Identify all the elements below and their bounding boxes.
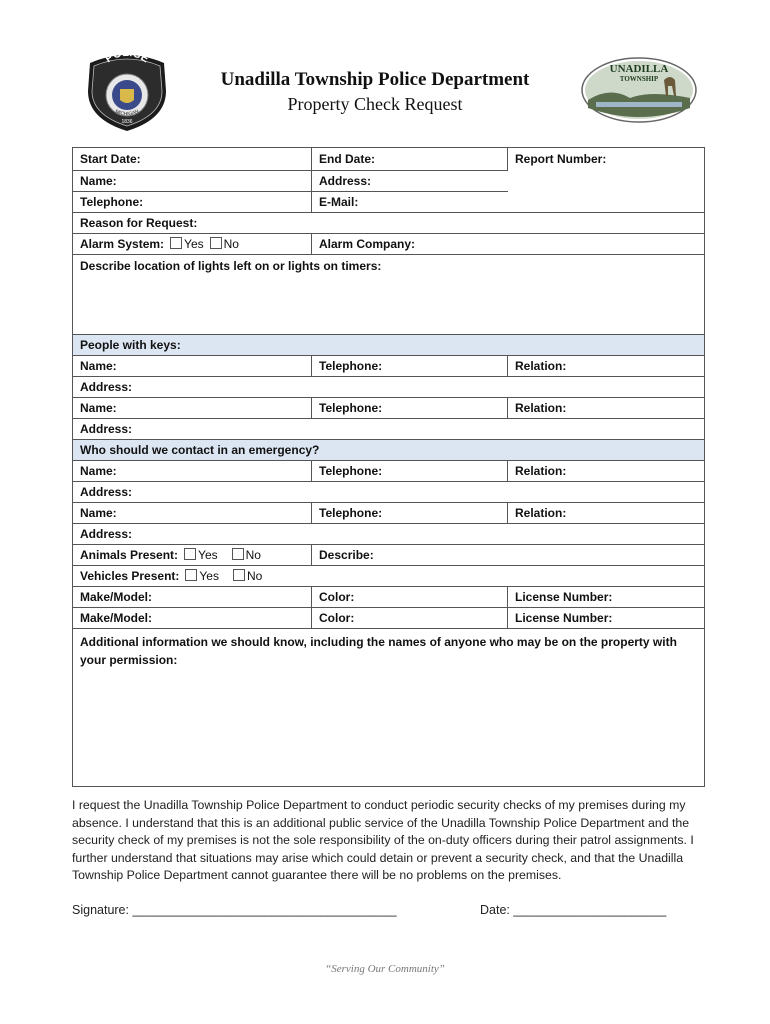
police-badge-logo bbox=[84, 45, 170, 133]
signature-line[interactable]: Signature: ______________________________________ bbox=[72, 903, 397, 917]
vehicle-2-color[interactable]: Color: bbox=[312, 608, 508, 629]
vehicle-1-make-model[interactable]: Make/Model: bbox=[73, 587, 312, 608]
alarm-system-label: Alarm System: bbox=[80, 237, 165, 251]
address-field-cont[interactable] bbox=[508, 171, 705, 192]
report-number-field[interactable]: Report Number: bbox=[508, 148, 705, 171]
vehicles-no-checkbox[interactable] bbox=[233, 569, 245, 581]
page-header bbox=[0, 0, 770, 140]
alarm-company-field[interactable]: Alarm Company: bbox=[312, 234, 705, 255]
svg-text:1836: 1836 bbox=[121, 119, 133, 125]
key-holder-1-relation[interactable]: Relation: bbox=[508, 356, 705, 377]
email-field-cont[interactable] bbox=[508, 192, 705, 213]
vehicle-2-make-model[interactable]: Make/Model: bbox=[73, 608, 312, 629]
emergency-2-name[interactable]: Name: bbox=[73, 503, 312, 524]
page-subtitle: Property Check Request bbox=[287, 94, 463, 114]
disclaimer-text: I request the Unadilla Township Police Department to conduct periodic security checks of my premises during my absence. I understand that this is an additional public service of the Unadilla Township Police Department and the security check of my premises is not the sole responsibility of the on-duty officers during their patrol assignments. I further understand that situations may arise which could detain or prevent a security check, and that the Unadilla Township Police Department cannot guarantee there will be no problems on the premises. bbox=[72, 798, 694, 882]
animals-present-field bbox=[73, 545, 312, 566]
date-line[interactable]: Date: ______________________ bbox=[480, 903, 667, 917]
alarm-yes-label: Yes bbox=[184, 237, 204, 251]
telephone-field[interactable]: Telephone: bbox=[73, 192, 312, 213]
emergency-2-relation[interactable]: Relation: bbox=[508, 503, 705, 524]
emergency-1-address[interactable]: Address: bbox=[73, 482, 705, 503]
key-holder-2-address[interactable]: Address: bbox=[73, 419, 705, 440]
reason-for-request-field[interactable]: Reason for Request: bbox=[73, 213, 705, 234]
alarm-yes-checkbox[interactable] bbox=[170, 237, 182, 249]
people-with-keys-header: People with keys: bbox=[73, 335, 705, 356]
alarm-system-field bbox=[73, 234, 312, 255]
animals-present-label: Animals Present: bbox=[80, 548, 179, 562]
svg-text:POLICE: POLICE bbox=[103, 46, 151, 66]
vehicles-no-label: No bbox=[246, 569, 263, 583]
svg-text:MICHIGAN: MICHIGAN bbox=[114, 108, 140, 118]
vehicles-present-field bbox=[73, 566, 705, 587]
animals-no-label: No bbox=[245, 548, 261, 562]
emergency-1-relation[interactable]: Relation: bbox=[508, 461, 705, 482]
key-holder-2-name[interactable]: Name: bbox=[73, 398, 312, 419]
start-date-field[interactable]: Start Date: bbox=[73, 148, 312, 171]
animals-no-checkbox[interactable] bbox=[232, 548, 244, 560]
emergency-1-telephone[interactable]: Telephone: bbox=[312, 461, 508, 482]
additional-info-field[interactable]: Additional information we should know, including the names of anyone who may be on the property with your permission: bbox=[73, 629, 705, 787]
vehicles-yes-label: Yes bbox=[199, 569, 219, 583]
end-date-field[interactable]: End Date: bbox=[312, 148, 508, 171]
key-holder-2-telephone[interactable]: Telephone: bbox=[312, 398, 508, 419]
svg-text:UNADILLA: UNADILLA bbox=[609, 63, 669, 75]
emergency-2-address[interactable]: Address: bbox=[73, 524, 705, 545]
property-check-form bbox=[72, 147, 705, 787]
animals-describe-field[interactable]: Describe: bbox=[312, 545, 705, 566]
key-holder-2-relation[interactable]: Relation: bbox=[508, 398, 705, 419]
animals-yes-checkbox[interactable] bbox=[184, 548, 196, 560]
vehicle-1-license[interactable]: License Number: bbox=[508, 587, 705, 608]
title-block bbox=[180, 68, 570, 116]
emergency-2-telephone[interactable]: Telephone: bbox=[312, 503, 508, 524]
key-holder-1-name[interactable]: Name: bbox=[73, 356, 312, 377]
alarm-no-label: No bbox=[223, 237, 239, 251]
page-title: Unadilla Township Police Department bbox=[220, 69, 530, 90]
key-holder-1-address[interactable]: Address: bbox=[73, 377, 705, 398]
footer-motto: “Serving Our Community” bbox=[325, 963, 445, 975]
animals-yes-label: Yes bbox=[198, 548, 218, 562]
key-holder-1-telephone[interactable]: Telephone: bbox=[312, 356, 508, 377]
vehicle-2-license[interactable]: License Number: bbox=[508, 608, 705, 629]
lights-description-field[interactable]: Describe location of lights left on or lights on timers: bbox=[73, 255, 705, 335]
email-field[interactable]: E-Mail: bbox=[312, 192, 508, 213]
alarm-no-checkbox[interactable] bbox=[210, 237, 222, 249]
vehicles-yes-checkbox[interactable] bbox=[185, 569, 197, 581]
emergency-1-name[interactable]: Name: bbox=[73, 461, 312, 482]
vehicles-present-label: Vehicles Present: bbox=[80, 569, 180, 583]
vehicle-1-color[interactable]: Color: bbox=[312, 587, 508, 608]
township-logo bbox=[580, 56, 698, 124]
svg-text:TOWNSHIP: TOWNSHIP bbox=[619, 75, 659, 83]
address-field[interactable]: Address: bbox=[312, 171, 508, 192]
name-field[interactable]: Name: bbox=[73, 171, 312, 192]
emergency-contact-header: Who should we contact in an emergency? bbox=[73, 440, 705, 461]
